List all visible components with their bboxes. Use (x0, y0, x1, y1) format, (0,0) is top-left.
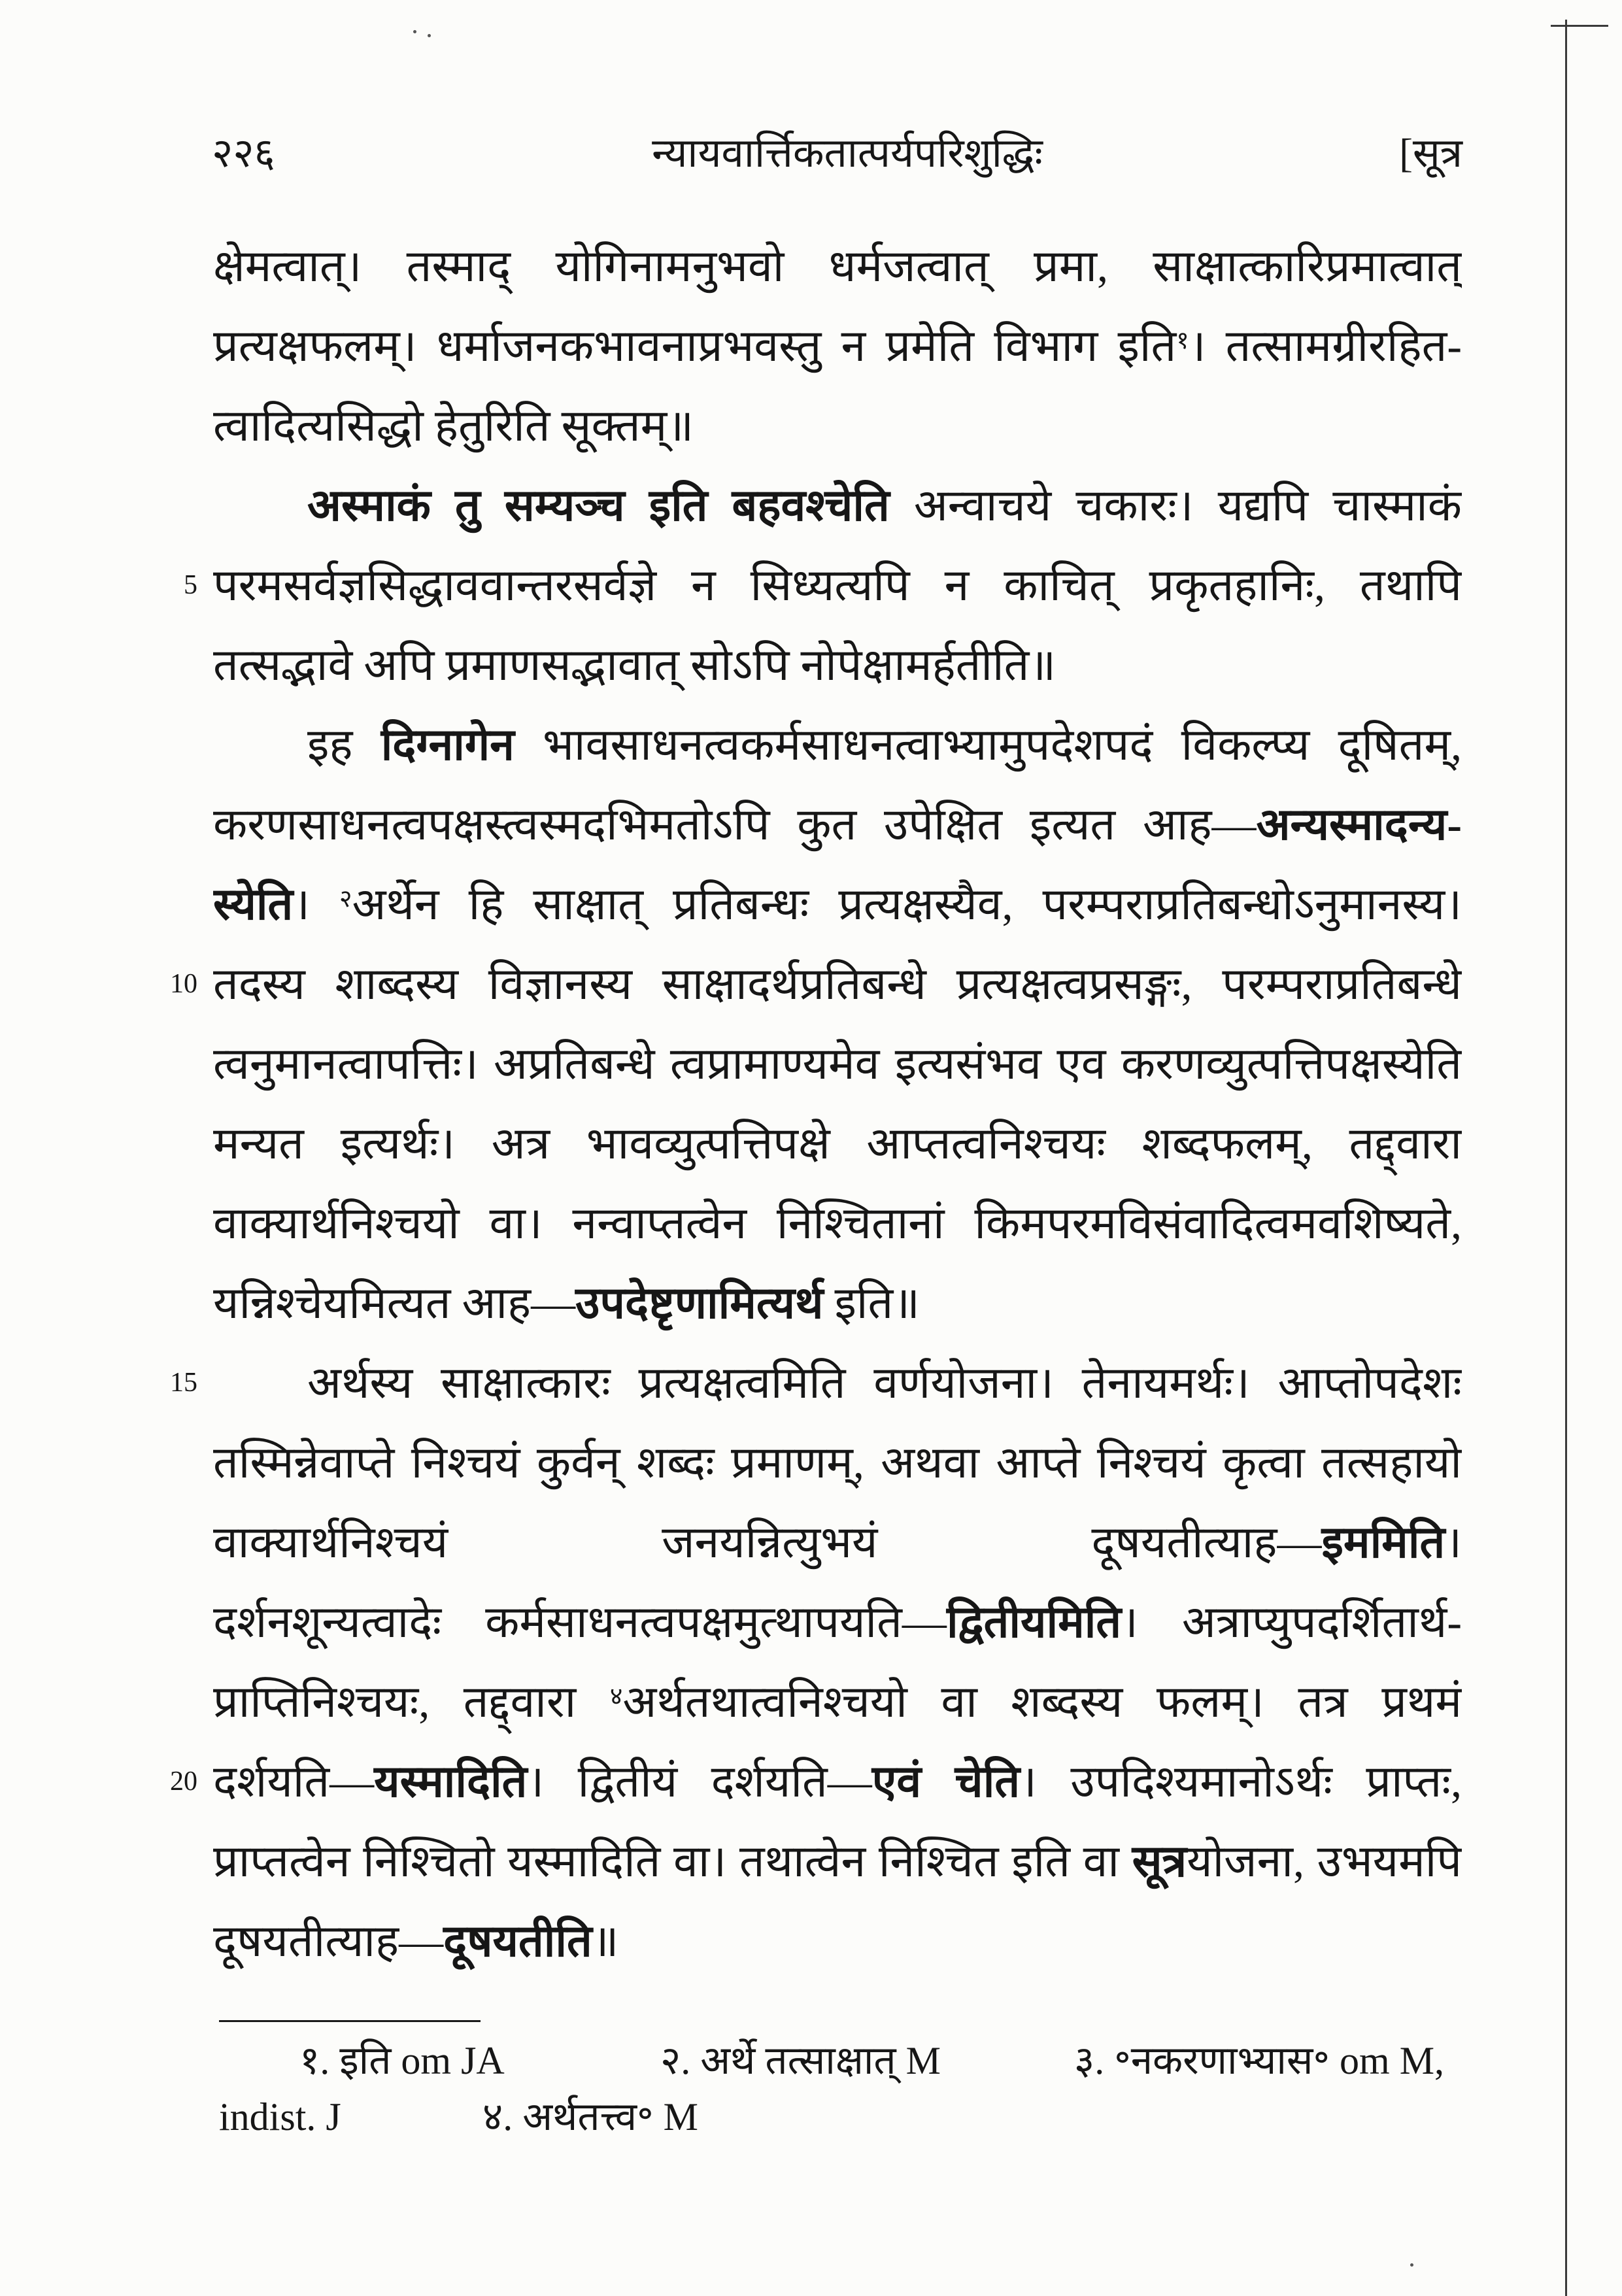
text-segment: परमसर्वज्ञसिद्धाववान्तरसर्वज्ञे न सिध्यत्यपि न काचित् प्रकृतहानिः, तथापि (213, 560, 1462, 610)
text-segment: त्वनुमानत्वापत्तिः। अप्रतिबन्धे त्वप्रामाण्यमेव इत्यसंभव एव करणव्युत्पत्तिपक्षस्येति (213, 1039, 1462, 1089)
bold-lemma: उपदेष्टृणामित्यर्थ (575, 1278, 824, 1328)
text-segment: प्रत्यक्षफलम्। धर्माजनकभावनाप्रभवस्तु न प्रमेति विभाग इति (213, 321, 1177, 371)
page-number: २२६ (212, 131, 275, 176)
text-segment: क्षेमत्वात्। तस्माद् योगिनामनुभवो धर्मजत्वात् प्रमा, साक्षात्कारिप्रमात्वात् (213, 241, 1462, 291)
text-segment: तत्सद्भावे अपि प्रमाणसद्भावात् सोऽपि नोपेक्षामर्हतीति॥ (213, 640, 1056, 690)
text-segment: । उपदिश्यमानोऽर्थः प्राप्तः, (1020, 1757, 1462, 1806)
running-title: न्यायवार्त्तिकतात्पर्यपरिशुद्धिः (652, 131, 1043, 176)
text-line (213, 545, 1462, 625)
text-line (213, 1343, 1462, 1423)
bold-lemma: अन्यस्मादन्य- (1256, 800, 1462, 849)
text-segment: यन्निश्चेयमित्यत आह— (213, 1278, 576, 1328)
footnote-marker: १ (1176, 328, 1189, 355)
footnote-marker: २ (339, 886, 352, 913)
text-line (213, 306, 1462, 386)
line-number: 20 (170, 1766, 197, 1797)
text-line (213, 1502, 1462, 1582)
footnote: १. इति om JA (299, 2039, 505, 2082)
text-segment: वाक्यार्थनिश्चयो वा। नन्वाप्तत्वेन निश्चितानां किमपरमविसंवादित्वमवशिष्यते, (213, 1198, 1462, 1248)
line-number: 10 (170, 969, 197, 999)
text-line (213, 1742, 1462, 1821)
footnote: २. अर्थे तत्साक्षात् M (660, 2039, 941, 2082)
text-line (213, 226, 1462, 306)
text-segment: अन्वाचये चकारः। यद्यपि चास्माकं (889, 481, 1462, 530)
line-number: 15 (170, 1368, 197, 1398)
scan-speck (1410, 2263, 1413, 2267)
text-segment: करणसाधनत्वपक्षस्त्वस्मदभिमतोऽपि कुत उपेक्षित इत्यत आह— (213, 800, 1257, 849)
text-segment: इह (307, 720, 381, 769)
text-line (213, 625, 1462, 705)
text-line (213, 1423, 1462, 1502)
text-segment: । (1445, 1517, 1462, 1567)
footnote: ३. ॰नकरणाभ्यास॰ om M, (1074, 2039, 1445, 2082)
text-line (213, 705, 1462, 785)
text-segment: अर्थतथात्वनिश्चयो वा शब्दस्य फलम्। तत्र प्रथमं (622, 1677, 1462, 1727)
line-number: 5 (184, 570, 197, 600)
text-line (213, 386, 1462, 465)
scan-speck (413, 30, 416, 33)
text-segment: अर्थेन हि साक्षात् प्रतिबन्धः प्रत्यक्षस्यैव, परम्पराप्रतिबन्धोऽनुमानस्य। (352, 879, 1462, 929)
text-segment: योजना, उभयमपि (1187, 1836, 1462, 1886)
footnote-continuation: indist. J (219, 2095, 341, 2138)
text-segment: मन्यत इत्यर्थः। अत्र भावव्युत्पत्तिपक्षे आप्तत्वनिश्चयः शब्दफलम्, तद्द्वारा (213, 1119, 1462, 1168)
text-line (213, 1024, 1462, 1104)
scan-speck (428, 34, 431, 37)
text-line (213, 1183, 1462, 1263)
bold-lemma: यस्मादिति (374, 1757, 528, 1806)
text-line (213, 1104, 1462, 1183)
bold-lemma: दिग्नागेन (380, 720, 515, 769)
text-segment: । (293, 879, 340, 929)
text-segment: प्राप्तिनिश्चयः, तद्द्वारा (213, 1677, 610, 1727)
scan-edge-line (1565, 20, 1567, 2296)
text-segment: इति॥ (823, 1278, 921, 1328)
text-segment: प्राप्तत्वेन निश्चितो यस्मादिति वा। तथात्वेन निश्चित इति वा (213, 1836, 1132, 1886)
bold-lemma: स्येति (213, 879, 294, 929)
text-line (213, 1582, 1462, 1662)
bold-lemma: सूत्र (1132, 1836, 1187, 1886)
section-label: [सूत्र (1399, 131, 1462, 176)
text-segment: । अत्राप्युपदर्शितार्थ- (1121, 1597, 1462, 1647)
footnote-marker: ४ (609, 1683, 623, 1711)
text-segment: दूषयतीत्याह— (213, 1916, 444, 1966)
text-segment: वाक्यार्थनिश्चयं जनयन्नित्युभयं दूषयतीत्याह— (213, 1517, 1322, 1567)
text-line (213, 1263, 1462, 1343)
scan-edge-tick (1551, 25, 1608, 27)
text-line (213, 1821, 1462, 1901)
text-line (213, 1901, 1462, 1981)
text-segment: । तत्सामग्रीरहित- (1189, 321, 1462, 371)
bold-lemma: द्वितीयमिति (946, 1597, 1122, 1647)
text-segment: दर्शनशून्यत्वादेः कर्मसाधनत्वपक्षमुत्थापयति— (213, 1597, 947, 1647)
text-line (213, 1662, 1462, 1742)
main-text (213, 226, 1462, 1981)
text-line (213, 785, 1462, 864)
bold-lemma: इममिति (1321, 1517, 1445, 1567)
text-line (213, 944, 1462, 1024)
text-segment: तदस्य शाब्दस्य विज्ञानस्य साक्षादर्थप्रतिबन्धे प्रत्यक्षत्वप्रसङ्गः, परम्पराप्रतिबन्धे (213, 959, 1462, 1009)
text-segment: तस्मिन्नेवाप्ते निश्चयं कुर्वन् शब्दः प्रमाणम्, अथवा आप्ते निश्चयं कृत्वा तत्सहायो (213, 1438, 1462, 1487)
footnote: ४. अर्थतत्त्व॰ M (482, 2095, 699, 2138)
bold-lemma: एवं चेति (871, 1757, 1021, 1806)
text-segment: भावसाधनत्वकर्मसाधनत्वाभ्यामुपदेशपदं विकल्प्य दूषितम्, (514, 720, 1462, 769)
text-segment: दर्शयति— (213, 1757, 375, 1806)
text-line (213, 864, 1462, 944)
text-segment: अर्थस्य साक्षात्कारः प्रत्यक्षत्वमिति वर्णयोजना। तेनायमर्थः। आप्तोपदेशः (307, 1358, 1462, 1408)
text-segment: । द्वितीयं दर्शयति— (527, 1757, 872, 1806)
text-segment: त्वादित्यसिद्धो हेतुरिति सूक्तम्॥ (213, 401, 694, 450)
bold-lemma: अस्माकं तु सम्यञ्च इति बहवश्चेति (307, 481, 890, 530)
text-segment: ॥ (592, 1916, 619, 1966)
bold-lemma: दूषयतीति (443, 1916, 592, 1966)
text-line (213, 465, 1462, 545)
footnote-rule (219, 2020, 481, 2022)
